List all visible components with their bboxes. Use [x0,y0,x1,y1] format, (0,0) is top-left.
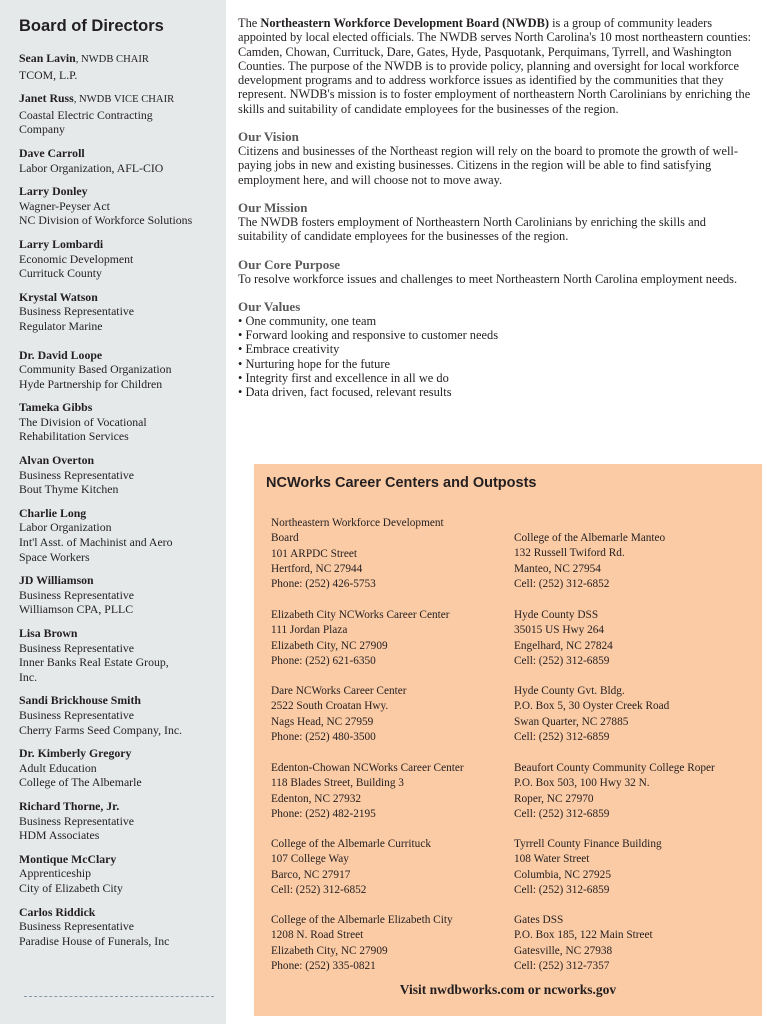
board-member-name: Charlie Long [19,505,87,520]
center-detail: Gatesville, NC 27938 [514,944,613,957]
value-item: • Embrace creativity [238,342,754,356]
board-member-detail: Business Representative [19,813,134,828]
center-name: Hyde County DSS [514,609,599,621]
board-member-detail: Rehabilitation Services [19,429,129,444]
board-member-detail: Paradise House of Funerals, Inc [19,933,170,948]
board-member-detail: The Division of Vocational [19,414,147,429]
values-section [238,299,754,400]
center-entry [514,761,754,822]
sidebar-divider [24,996,214,997]
intro-lead: The [238,16,261,30]
center-detail: Cell: (252) 312-7357 [514,959,610,972]
board-member [19,91,216,137]
center-detail: 1208 N. Road Street [271,929,364,942]
board-member-name: Tameka Gibbs [19,400,93,415]
board-member-detail: HDM Associates [19,828,100,843]
center-detail: Phone: (252) 335-0821 [271,959,376,972]
board-member-detail: Business Representative [19,707,134,722]
board-member-detail: Space Workers [19,549,90,564]
center-detail: Cell: (252) 312-6852 [271,883,367,896]
board-member-name: Larry Donley [19,184,88,199]
center-detail: P.O. Box 185, 122 Main Street [514,929,653,942]
board-member [19,146,216,175]
board-member-detail: Labor Organization [19,520,112,535]
value-item: • Integrity first and excellence in all we do [238,371,754,385]
vision-heading: Our Vision [238,129,299,145]
board-member-detail: Bout Thyme Kitchen [19,482,119,497]
sidebar-title: Board of Directors [19,17,164,35]
board-member-detail: Williamson CPA, PLLC [19,602,134,617]
center-detail: 101 ARPDC Street [271,547,357,560]
center-name: Edenton-Chowan NCWorks Career Center [271,762,464,774]
center-detail: Phone: (252) 621-6350 [271,654,376,667]
center-entry [271,608,511,669]
board-member [19,506,216,564]
values-heading: Our Values [238,298,301,314]
board-member-detail: Int'l Asst. of Machinist and Aero [19,535,173,550]
center-name: Elizabeth City NCWorks Career Center [271,609,450,621]
board-member-name: Richard Thorne, Jr. [19,798,120,813]
center-detail: Cell: (252) 312-6859 [514,807,610,820]
center-name: College of the Albemarle Elizabeth City [271,914,453,926]
center-entry [514,684,754,745]
center-detail: Barco, NC 27917 [271,868,351,881]
career-centers-box [254,464,762,1016]
board-member-detail: Wagner-Peyser Act [19,198,110,213]
center-name: College of the Albemarle Manteo [514,532,666,544]
board-member-detail: Business Representative [19,919,134,934]
board-member-detail: NC Division of Workforce Solutions [19,213,193,228]
mission-section [238,200,754,244]
board-member-name: Dave Carroll [19,145,85,160]
board-member-name: Sean Lavin [19,51,76,65]
vision-body: Citizens and businesses of the Northeast region will rely on the board to promote the growth of well-paying jobs in new and existing businesses. Citizens in the region will be able to find satisfying employment here, and will choose not to move away. [238,144,738,187]
purpose-heading: Our Core Purpose [238,256,341,272]
board-member-name: Dr. David Loope [19,347,103,362]
board-member [19,237,216,281]
center-name: Dare NCWorks Career Center [271,685,407,697]
mission-body: The NWDB fosters employment of Northeastern North Carolinians by enriching the skills and suitability of candidate employees for the businesses of the region. [238,214,706,244]
board-member-detail: College of The Albemarle [19,775,142,790]
board-member-name: Krystal Watson [19,289,98,304]
board-member-detail: Company [19,122,65,137]
board-member-detail: Business Representative [19,587,134,602]
board-member-detail: Apprenticeship [19,866,92,881]
board-member-detail: , NWDB VICE CHAIR [73,94,175,106]
board-member-name: Alvan Overton [19,453,95,468]
center-entry [271,837,511,898]
board-member [19,799,216,843]
center-detail: Hertford, NC 27944 [271,562,363,575]
board-member [19,290,216,334]
board-member [19,693,216,737]
board-member-detail: Coastal Electric Contracting [19,107,153,122]
center-detail: Swan Quarter, NC 27885 [514,715,629,728]
centers-title: NCWorks Career Centers and Outposts [266,475,537,491]
board-member-detail: Economic Development [19,251,134,266]
purpose-body: To resolve workforce issues and challenges to meet Northeastern North Carolina employment needs. [238,271,738,286]
center-detail: Nags Head, NC 27959 [271,715,374,728]
intro-body: is a group of community leaders appointed by local elected officials. The NWDB serves North Carolina's 10 most northeastern counties: Camden, Chowan, Currituck, Dare, Gates, Hyde, Pasquotank, Perquimans, Tyrrell, and Washington Counties. The purpose of the NWDB is to provide policy, planning and oversight for local workforce development programs and to address workforce issues as identified by the communities that they represent. NWDB's mission is to foster employment of northeastern North Carolinians by enriching the skills and suitability of candidate employees for the businesses of the region. [238,16,752,116]
board-member-name: Lisa Brown [19,626,78,640]
value-item: • One community, one team [238,314,754,328]
mission-heading: Our Mission [238,199,308,215]
value-item: • Nurturing hope for the future [238,357,754,371]
center-detail: Phone: (252) 426-5753 [271,578,376,591]
board-member-detail: Currituck County [19,266,102,281]
board-member [19,905,216,949]
board-member-name: Montique McClary [19,851,117,866]
center-detail: Elizabeth City, NC 27909 [271,944,388,957]
board-member [19,453,216,497]
board-member-detail: City of Elizabeth City [19,880,123,895]
board-member-name: JD Williamson [19,573,94,588]
center-entry [271,684,511,745]
main-content [238,16,754,400]
board-member-detail: Community Based Organization [19,362,172,377]
org-name: Northeastern Workforce Development Board (NWDB) [260,16,549,30]
center-entry [271,913,511,974]
center-entry [271,516,511,592]
board-member-detail: Inner Banks Real Estate Group, [19,655,169,670]
board-member-name: Janet Russ [19,91,74,106]
center-detail: 118 Blades Street, Building 3 [271,777,404,790]
board-sidebar [0,0,226,1024]
board-member-name: Dr. Kimberly Gregory [19,746,132,761]
center-detail: Edenton, NC 27932 [271,792,362,805]
center-detail: 107 College Way [271,853,349,866]
board-member-detail: TCOM, L.P. [19,67,78,82]
board-member-list [19,51,216,948]
board-member-name: Sandi Brickhouse Smith [19,693,141,708]
board-member-detail: Inc. [19,669,38,684]
center-name: Beaufort County Community College Roper [514,762,715,774]
center-detail: Columbia, NC 27925 [514,868,611,881]
center-detail: Engelhard, NC 27824 [514,639,613,652]
vision-section [238,129,754,187]
center-name: Tyrrell County Finance Building [514,838,662,850]
center-detail: Cell: (252) 312-6859 [514,883,610,896]
board-member-name: Carlos Riddick [19,904,96,919]
center-detail: P.O. Box 503, 100 Hwy 32 N. [514,777,650,790]
center-entry [514,531,754,592]
center-detail: 132 Russell Twiford Rd. [514,547,625,560]
center-detail: Phone: (252) 480-3500 [271,730,376,743]
center-detail: 35015 US Hwy 264 [514,624,605,637]
center-detail: Roper, NC 27970 [514,792,594,805]
board-member-detail: Business Representative [19,304,134,319]
board-member-name: Larry Lombardi [19,236,104,251]
center-name: Gates DSS [514,914,564,926]
center-detail: Manteo, NC 27954 [514,562,601,575]
board-member [19,51,216,82]
board-member [19,746,216,790]
value-item: • Forward looking and responsive to customer needs [238,328,754,342]
board-member [19,626,216,684]
board-member [19,184,216,228]
center-detail: Cell: (252) 312-6852 [514,577,610,590]
center-entry [514,913,754,974]
board-member-detail: Cherry Farms Seed Company, Inc. [19,722,183,737]
center-entry [514,837,754,898]
center-detail: Cell: (252) 312-6859 [514,730,610,743]
board-member-detail: Regulator Marine [19,318,103,333]
center-detail: Board [271,532,299,545]
board-member-detail: Business Representative [19,640,134,655]
center-name: College of the Albemarle Currituck [271,838,431,850]
center-entry [271,761,511,822]
center-detail: Cell: (252) 312-6859 [514,654,610,667]
center-detail: 108 Water Street [514,853,590,866]
center-entry [514,608,754,669]
board-member [19,852,216,896]
intro-paragraph [238,16,754,116]
board-member-detail: Labor Organization, AFL-CIO [19,160,164,175]
values-list [238,314,754,400]
center-name: Hyde County Gvt. Bldg. [514,685,625,697]
purpose-section [238,257,754,286]
center-detail: P.O. Box 5, 30 Oyster Creek Road [514,700,670,713]
board-member-detail: , NWDB CHAIR [75,54,149,65]
board-member [19,573,216,617]
center-detail: 111 Jordan Plaza [271,624,348,637]
centers-footer-link[interactable]: Visit nwdbworks.com or ncworks.gov [399,982,617,997]
board-member-detail: Hyde Partnership for Children [19,376,163,391]
board-member [19,400,216,444]
center-detail: Phone: (252) 482-2195 [271,807,376,820]
value-item: • Data driven, fact focused, relevant results [238,385,754,399]
board-member [19,348,216,392]
board-member-detail: Adult Education [19,760,97,775]
board-member-detail: Business Representative [19,467,134,482]
center-detail: Elizabeth City, NC 27909 [271,639,388,652]
center-detail: 2522 South Croatan Hwy. [271,700,389,713]
center-name: Northeastern Workforce Development [271,517,444,529]
